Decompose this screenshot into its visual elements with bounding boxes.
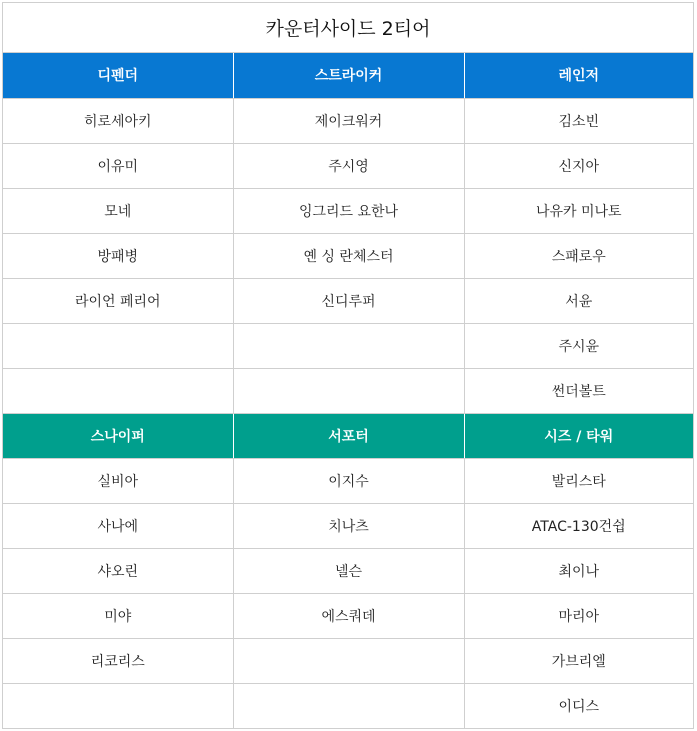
table-row: [3, 143, 693, 188]
header-siege-tower: 시즈 / 타워: [464, 413, 693, 458]
table-cell: 넬슨: [233, 548, 464, 593]
table-row: [3, 548, 693, 593]
table-cell: 김소빈: [464, 98, 693, 143]
table-row: [3, 98, 693, 143]
table-cell: [233, 638, 464, 683]
table-cell: 리코리스: [3, 638, 233, 683]
table-cell: [3, 368, 233, 413]
table-cell: 실비아: [3, 458, 233, 503]
table-cell: 제이크워커: [233, 98, 464, 143]
table-cell: 주시윤: [464, 323, 693, 368]
table-row: [3, 683, 693, 728]
table-cell: 최이나: [464, 548, 693, 593]
table-cell: 에스쿼데: [233, 593, 464, 638]
table-cell: 샤오린: [3, 548, 233, 593]
table-cell: [3, 683, 233, 728]
table-cell: [233, 323, 464, 368]
table-cell: [3, 323, 233, 368]
table-cell: 스패로우: [464, 233, 693, 278]
section-header-row: [3, 413, 693, 458]
table-cell: 신지아: [464, 143, 693, 188]
table-cell: [233, 368, 464, 413]
table-row: [3, 638, 693, 683]
header-striker: 스트라이커: [233, 53, 464, 98]
table-cell: 이지수: [233, 458, 464, 503]
table-cell: 주시영: [233, 143, 464, 188]
table-cell: 치나츠: [233, 503, 464, 548]
table-cell: ATAC-130건쉽: [464, 503, 693, 548]
table-row: [3, 323, 693, 368]
table-row: [3, 368, 693, 413]
table-cell: 마리아: [464, 593, 693, 638]
table-cell: 모네: [3, 188, 233, 233]
table-cell: 이유미: [3, 143, 233, 188]
header-ranger: 레인저: [464, 53, 693, 98]
table-cell: 가브리엘: [464, 638, 693, 683]
tier-table: [3, 53, 693, 728]
table-cell: 서윤: [464, 278, 693, 323]
section-header-row: [3, 53, 693, 98]
table-cell: 신디루퍼: [233, 278, 464, 323]
table-cell: 미야: [3, 593, 233, 638]
table-row: [3, 188, 693, 233]
table-cell: 나유카 미나토: [464, 188, 693, 233]
table-row: [3, 593, 693, 638]
tier-sheet: [2, 2, 694, 729]
table-cell: 사나에: [3, 503, 233, 548]
header-sniper: 스나이퍼: [3, 413, 233, 458]
table-cell: 방패병: [3, 233, 233, 278]
table-cell: 히로세아키: [3, 98, 233, 143]
table-cell: 라이언 페리어: [3, 278, 233, 323]
table-row: [3, 503, 693, 548]
table-cell: 이디스: [558, 698, 600, 715]
table-cell: 잉그리드 요한나: [233, 188, 464, 233]
table-cell: [233, 683, 464, 728]
table-cell: 옌 싱 란체스터: [233, 233, 464, 278]
table-cell: 발리스타: [464, 458, 693, 503]
header-defender: 디펜더: [3, 53, 233, 98]
page-title: 카운터사이드 2티어: [3, 3, 693, 53]
table-row: [3, 458, 693, 503]
table-cell: 썬더볼트: [464, 368, 693, 413]
table-row: [3, 233, 693, 278]
table-row: [3, 278, 693, 323]
header-supporter: 서포터: [233, 413, 464, 458]
